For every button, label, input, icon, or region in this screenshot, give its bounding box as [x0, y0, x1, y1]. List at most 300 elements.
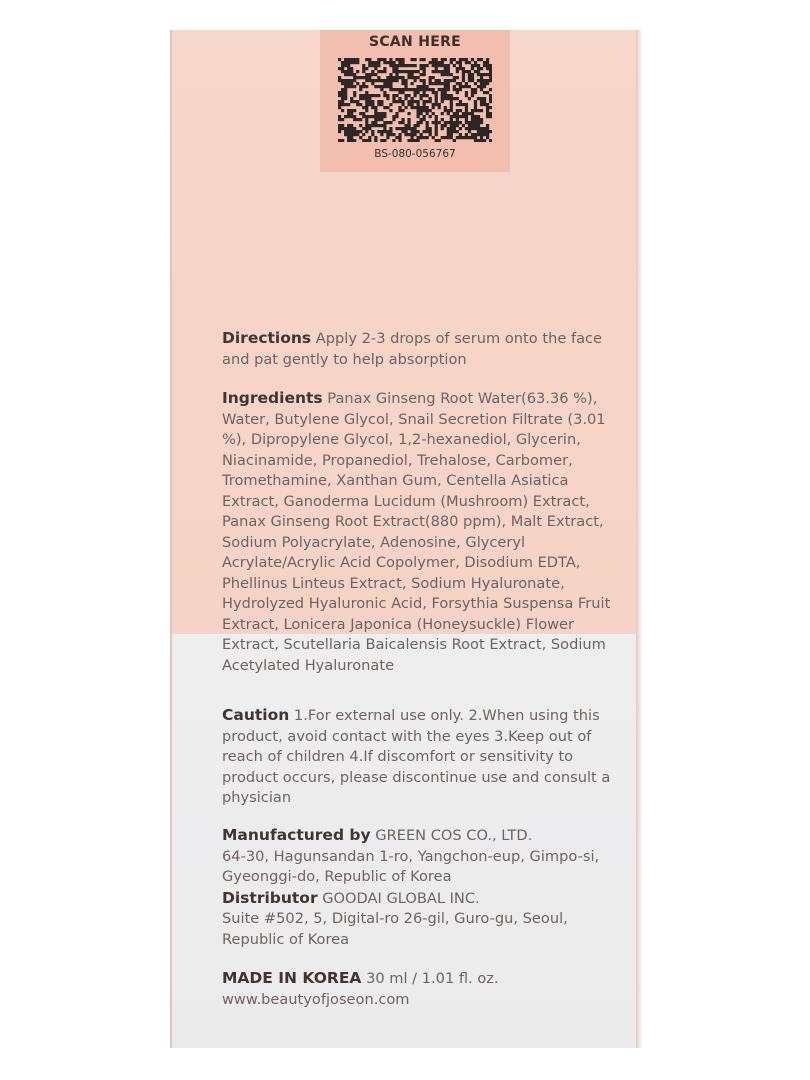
code-cell [450, 136, 453, 139]
code-cell [413, 88, 416, 91]
code-cell [410, 106, 413, 109]
code-cell [474, 127, 477, 130]
code-cell [480, 76, 483, 79]
code-cell [410, 133, 413, 136]
distributor-label: Distributor [222, 888, 318, 907]
code-cell [426, 94, 429, 97]
code-cell [456, 88, 459, 91]
code-cell [468, 76, 471, 79]
code-cell [413, 94, 416, 97]
code-cell [444, 73, 447, 76]
code-cell [380, 58, 383, 61]
code-cell [413, 100, 416, 103]
code-cell [420, 67, 423, 70]
code-cell [344, 64, 347, 67]
code-cell [413, 130, 416, 133]
code-cell [450, 73, 453, 76]
code-cell [350, 67, 353, 70]
code-cell [410, 97, 413, 100]
code-cell [447, 112, 450, 115]
code-cell [459, 85, 462, 88]
code-cell [453, 97, 456, 100]
code-cell [486, 136, 489, 139]
code-cell [480, 127, 483, 130]
code-cell [453, 58, 456, 61]
code-cell [359, 112, 362, 115]
code-cell [420, 109, 423, 112]
code-cell [432, 91, 435, 94]
code-cell [429, 133, 432, 136]
code-cell [435, 70, 438, 73]
code-cell [338, 58, 341, 61]
code-cell [483, 130, 486, 133]
code-cell [462, 73, 465, 76]
code-cell [341, 118, 344, 121]
code-cell [483, 139, 486, 142]
code-cell [392, 61, 395, 64]
code-cell [407, 133, 410, 136]
code-cell [489, 73, 492, 76]
code-cell [392, 139, 395, 142]
code-cell [413, 124, 416, 127]
code-cell [404, 82, 407, 85]
code-cell [477, 133, 480, 136]
code-cell [410, 139, 413, 142]
code-cell [468, 124, 471, 127]
code-cell [438, 121, 441, 124]
code-cell [423, 88, 426, 91]
code-cell [447, 67, 450, 70]
code-cell [444, 121, 447, 124]
code-cell [383, 139, 386, 142]
code-cell [426, 112, 429, 115]
code-cell [362, 97, 365, 100]
code-cell [344, 130, 347, 133]
code-cell [341, 67, 344, 70]
code-cell [417, 100, 420, 103]
code-cell [438, 106, 441, 109]
code-cell [377, 103, 380, 106]
code-cell [423, 79, 426, 82]
code-cell [417, 70, 420, 73]
code-cell [401, 100, 404, 103]
code-cell [338, 106, 341, 109]
code-cell [447, 82, 450, 85]
code-cell [429, 130, 432, 133]
code-cell [395, 94, 398, 97]
code-cell [456, 112, 459, 115]
code-cell [465, 127, 468, 130]
code-cell [471, 115, 474, 118]
code-cell [441, 94, 444, 97]
code-cell [438, 139, 441, 142]
code-cell [417, 136, 420, 139]
code-cell [456, 91, 459, 94]
code-cell [435, 124, 438, 127]
code-cell [347, 136, 350, 139]
code-cell [459, 127, 462, 130]
manufacturer-label: Manufactured by [222, 826, 371, 844]
code-cell [465, 103, 468, 106]
code-cell [423, 85, 426, 88]
code-cell [486, 103, 489, 106]
code-cell [486, 61, 489, 64]
code-cell [368, 136, 371, 139]
code-cell [359, 94, 362, 97]
code-cell [441, 124, 444, 127]
code-cell [486, 115, 489, 118]
code-cell [359, 88, 362, 91]
code-cell [386, 121, 389, 124]
code-cell [386, 106, 389, 109]
code-cell [429, 61, 432, 64]
code-cell [401, 88, 404, 91]
code-cell [444, 124, 447, 127]
code-cell [368, 94, 371, 97]
box-side-edge [636, 30, 642, 1048]
code-cell [401, 79, 404, 82]
code-cell [401, 82, 404, 85]
code-cell [371, 70, 374, 73]
code-cell [456, 136, 459, 139]
code-cell [429, 79, 432, 82]
code-cell [453, 79, 456, 82]
code-cell [486, 79, 489, 82]
code-cell [480, 133, 483, 136]
code-cell [365, 121, 368, 124]
code-cell [420, 88, 423, 91]
caution-section [222, 705, 612, 809]
code-cell [423, 118, 426, 121]
code-cell [423, 70, 426, 73]
code-cell [441, 64, 444, 67]
code-cell [426, 109, 429, 112]
code-cell [398, 64, 401, 67]
code-cell [462, 67, 465, 70]
code-cell [489, 115, 492, 118]
code-cell [447, 130, 450, 133]
origin-volume: 30 ml / 1.01 fl. oz. [366, 970, 499, 987]
code-cell [389, 76, 392, 79]
code-cell [353, 73, 356, 76]
code-cell [347, 85, 350, 88]
code-cell [477, 124, 480, 127]
code-cell [459, 136, 462, 139]
code-cell [413, 64, 416, 67]
code-cell [471, 79, 474, 82]
code-cell [410, 64, 413, 67]
code-cell [368, 61, 371, 64]
code-cell [456, 82, 459, 85]
code-cell [353, 100, 356, 103]
code-cell [468, 121, 471, 124]
code-cell [477, 58, 480, 61]
code-cell [423, 136, 426, 139]
code-cell [398, 121, 401, 124]
code-cell [465, 61, 468, 64]
code-cell [489, 76, 492, 79]
code-cell [453, 127, 456, 130]
code-cell [483, 82, 486, 85]
code-cell [353, 91, 356, 94]
code-cell [383, 58, 386, 61]
code-cell [456, 97, 459, 100]
code-cell [441, 118, 444, 121]
code-cell [486, 67, 489, 70]
code-cell [465, 115, 468, 118]
code-cell [383, 70, 386, 73]
code-cell [435, 91, 438, 94]
code-cell [450, 103, 453, 106]
code-cell [356, 70, 359, 73]
code-cell [477, 130, 480, 133]
code-cell [483, 127, 486, 130]
code-cell [365, 58, 368, 61]
code-cell [377, 61, 380, 64]
code-cell [453, 115, 456, 118]
code-cell [474, 121, 477, 124]
code-cell [413, 76, 416, 79]
code-cell [389, 109, 392, 112]
code-cell [392, 94, 395, 97]
code-cell [365, 97, 368, 100]
code-cell [374, 136, 377, 139]
code-cell [389, 121, 392, 124]
code-cell [489, 64, 492, 67]
code-cell [474, 91, 477, 94]
code-cell [377, 85, 380, 88]
code-cell [374, 61, 377, 64]
code-cell [423, 82, 426, 85]
code-cell [489, 106, 492, 109]
code-cell [371, 130, 374, 133]
code-cell [374, 118, 377, 121]
code-cell [389, 82, 392, 85]
code-cell [344, 58, 347, 61]
code-cell [338, 127, 341, 130]
code-cell [344, 73, 347, 76]
code-cell [401, 127, 404, 130]
code-cell [404, 88, 407, 91]
code-cell [347, 58, 350, 61]
code-cell [407, 127, 410, 130]
code-cell [386, 133, 389, 136]
code-cell [374, 112, 377, 115]
code-cell [401, 58, 404, 61]
code-cell [447, 64, 450, 67]
code-cell [347, 130, 350, 133]
code-cell [398, 61, 401, 64]
code-cell [344, 97, 347, 100]
code-cell [341, 79, 344, 82]
code-cell [338, 124, 341, 127]
code-cell [423, 94, 426, 97]
code-cell [338, 91, 341, 94]
code-cell [380, 70, 383, 73]
code-cell [483, 61, 486, 64]
code-cell [450, 61, 453, 64]
code-cell [468, 85, 471, 88]
code-cell [489, 139, 492, 142]
code-cell [471, 127, 474, 130]
caution-text: 1.For external use only. 2.When using this product, avoid contact with the eyes 3.Keep out of reach of children 4.If discomfort or sensitivity to product occurs, please discontinue use and consult a physician [222, 707, 611, 806]
code-cell [350, 85, 353, 88]
code-cell [413, 106, 416, 109]
code-cell [471, 94, 474, 97]
code-cell [486, 109, 489, 112]
code-cell [441, 136, 444, 139]
code-cell [365, 127, 368, 130]
directions-label: Directions [222, 329, 312, 347]
code-cell [462, 70, 465, 73]
code-cell [468, 130, 471, 133]
code-cell [407, 94, 410, 97]
code-cell [407, 112, 410, 115]
code-cell [371, 103, 374, 106]
code-cell [426, 130, 429, 133]
code-cell [447, 121, 450, 124]
code-cell [407, 64, 410, 67]
code-cell [374, 85, 377, 88]
code-cell [453, 88, 456, 91]
code-cell [407, 100, 410, 103]
code-cell [386, 82, 389, 85]
code-cell [477, 118, 480, 121]
code-cell [398, 106, 401, 109]
code-cell [471, 112, 474, 115]
code-cell [474, 136, 477, 139]
code-cell [477, 139, 480, 142]
code-cell [441, 112, 444, 115]
code-cell [420, 118, 423, 121]
code-cell [465, 94, 468, 97]
code-cell [371, 73, 374, 76]
code-cell [410, 127, 413, 130]
code-cell [383, 130, 386, 133]
code-cell [429, 109, 432, 112]
code-cell [474, 109, 477, 112]
code-cell [480, 100, 483, 103]
code-cell [407, 76, 410, 79]
code-cell [344, 115, 347, 118]
code-cell [350, 100, 353, 103]
code-cell [371, 94, 374, 97]
code-cell [459, 115, 462, 118]
code-cell [456, 109, 459, 112]
code-cell [486, 124, 489, 127]
manufacturer-section [222, 825, 612, 950]
scan-title: SCAN HERE [368, 34, 462, 50]
code-cell [350, 124, 353, 127]
code-cell [465, 58, 468, 61]
code-cell [374, 139, 377, 142]
code-cell [380, 133, 383, 136]
code-cell [368, 124, 371, 127]
code-cell [462, 76, 465, 79]
code-cell [450, 97, 453, 100]
code-cell [362, 94, 365, 97]
code-cell [444, 91, 447, 94]
code-cell [401, 70, 404, 73]
code-cell [371, 61, 374, 64]
code-cell [392, 100, 395, 103]
code-cell [438, 103, 441, 106]
code-cell [377, 115, 380, 118]
datamatrix-code [338, 58, 492, 142]
code-cell [435, 103, 438, 106]
code-cell [423, 91, 426, 94]
code-cell [350, 70, 353, 73]
code-cell [435, 97, 438, 100]
code-cell [383, 127, 386, 130]
code-cell [350, 61, 353, 64]
code-cell [426, 124, 429, 127]
code-cell [413, 58, 416, 61]
code-cell [486, 112, 489, 115]
code-cell [474, 139, 477, 142]
code-cell [483, 85, 486, 88]
code-cell [383, 67, 386, 70]
code-cell [438, 79, 441, 82]
code-cell [459, 133, 462, 136]
ingredients-label: Ingredients [222, 389, 323, 407]
code-cell [426, 127, 429, 130]
code-cell [417, 109, 420, 112]
code-cell [344, 133, 347, 136]
code-cell [489, 94, 492, 97]
code-cell [395, 64, 398, 67]
code-cell [462, 136, 465, 139]
code-cell [389, 61, 392, 64]
code-cell [444, 109, 447, 112]
code-cell [447, 94, 450, 97]
code-cell [383, 85, 386, 88]
code-cell [480, 73, 483, 76]
code-cell [417, 88, 420, 91]
code-cell [480, 103, 483, 106]
code-cell [441, 91, 444, 94]
code-cell [356, 100, 359, 103]
code-cell [486, 106, 489, 109]
code-cell [368, 97, 371, 100]
code-cell [407, 103, 410, 106]
code-cell [380, 100, 383, 103]
code-cell [480, 136, 483, 139]
code-cell [395, 112, 398, 115]
code-cell [432, 64, 435, 67]
code-cell [423, 106, 426, 109]
code-cell [423, 73, 426, 76]
code-cell [341, 124, 344, 127]
code-cell [338, 130, 341, 133]
code-cell [383, 106, 386, 109]
code-cell [450, 79, 453, 82]
code-cell [426, 106, 429, 109]
code-cell [486, 91, 489, 94]
code-cell [483, 103, 486, 106]
code-cell [459, 82, 462, 85]
code-cell [477, 67, 480, 70]
code-cell [371, 100, 374, 103]
code-cell [374, 124, 377, 127]
code-cell [489, 112, 492, 115]
code-cell [453, 112, 456, 115]
code-cell [347, 127, 350, 130]
code-cell [465, 118, 468, 121]
code-cell [459, 58, 462, 61]
code-cell [435, 61, 438, 64]
code-cell [471, 121, 474, 124]
